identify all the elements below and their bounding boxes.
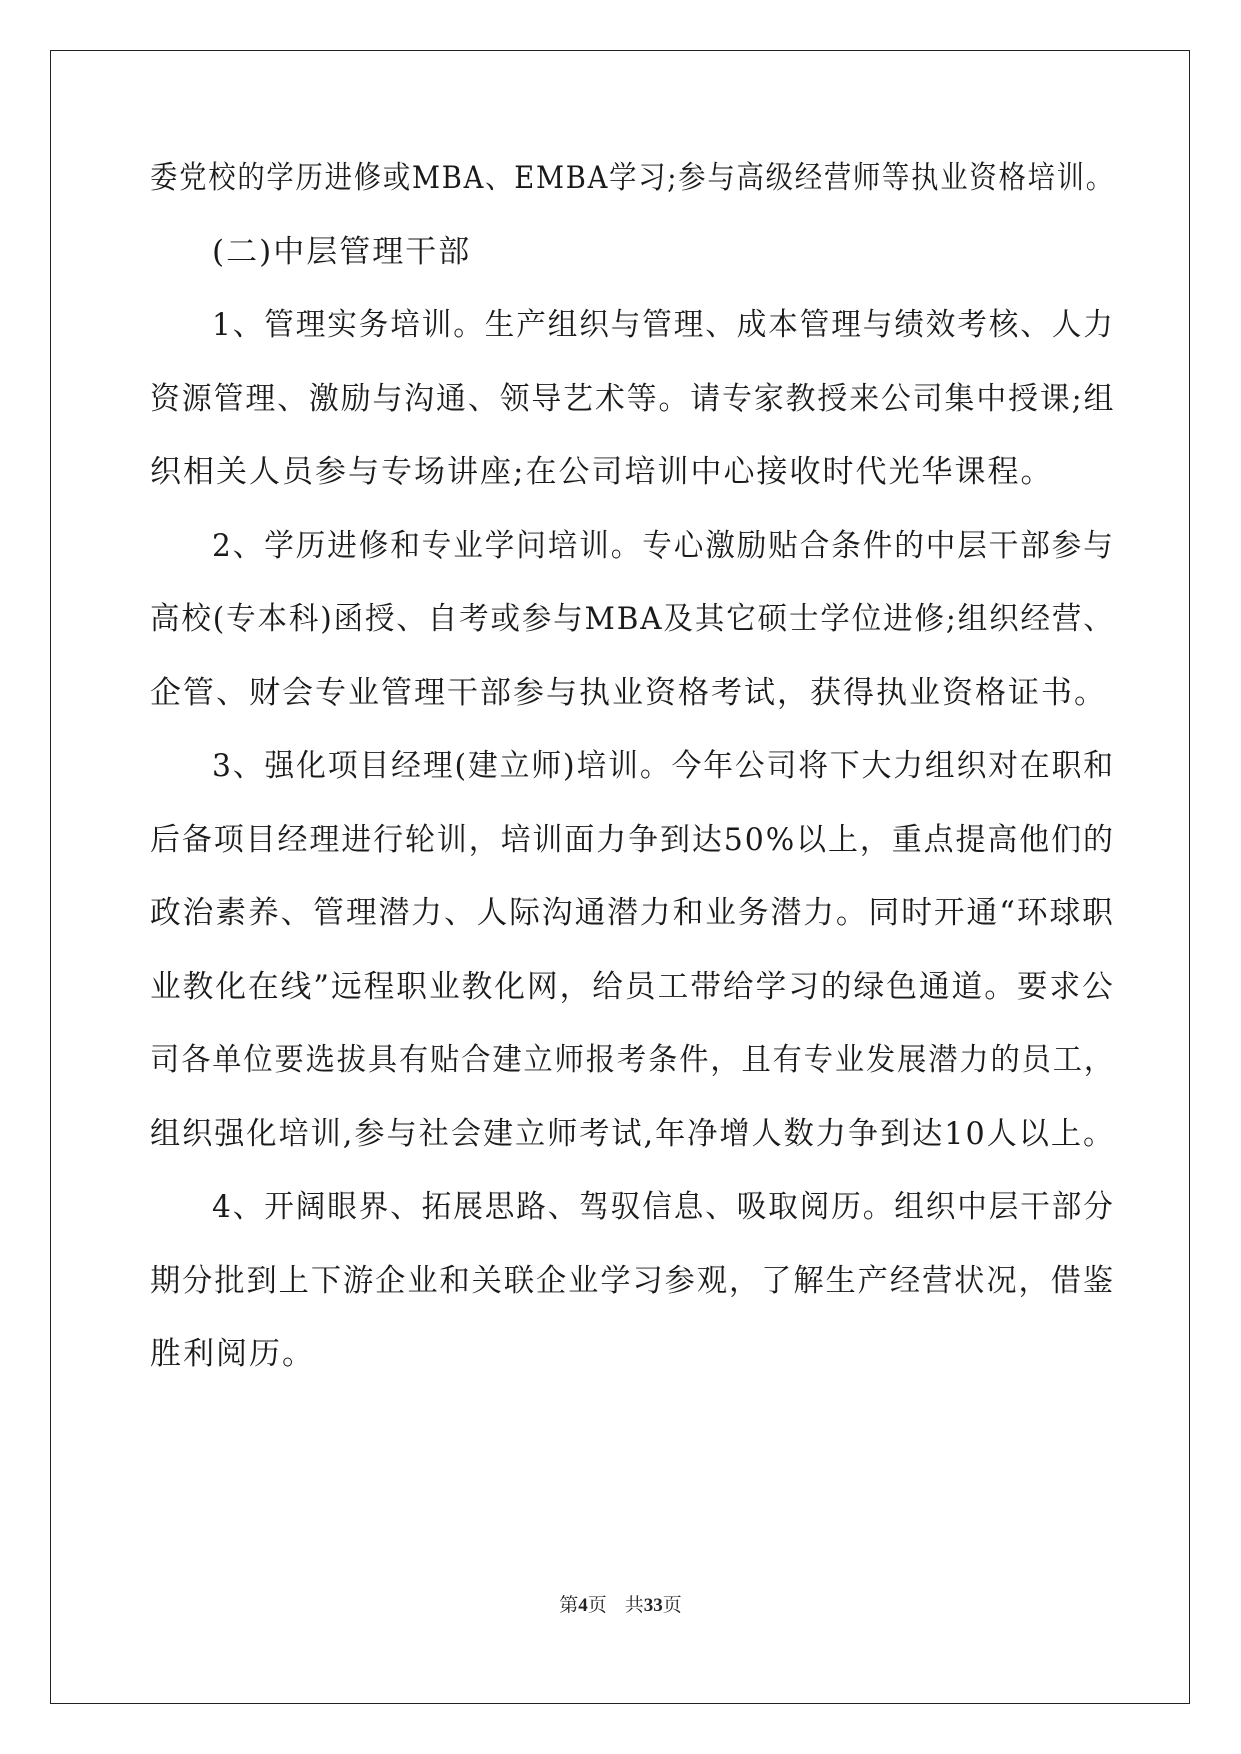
text-line: 胜利阅历。 bbox=[150, 1336, 315, 1372]
page-border bbox=[50, 50, 1190, 1704]
text-line: 织相关人员参与专场讲座;在公司培训中心接收时代光华课程。 bbox=[150, 454, 1054, 490]
text-line: 业教化在线”远程职业教化网，给员工带给学习的绿色通道。要求公 bbox=[150, 969, 1115, 1005]
text-line: 组织强化培训,参与社会建立师考试,年净增人数力争到达10人以上。 bbox=[150, 1116, 1116, 1152]
text-line: 政治素养、管理潜力、人际沟通潜力和业务潜力。同时开通“环球职 bbox=[150, 895, 1115, 931]
text-line: 司各单位要选拔具有贴合建立师报考条件，且有专业发展潜力的员工， bbox=[150, 1042, 1115, 1078]
footer-total-prefix: 共 bbox=[624, 1595, 644, 1616]
text-line: 资源管理、激励与沟通、领导艺术等。请专家教授来公司集中授课;组 bbox=[150, 381, 1116, 417]
footer-prefix: 第 bbox=[559, 1595, 579, 1616]
text-line: 委党校的学历进修或MBA、EMBA学习;参与高级经营师等执业资格培训。 bbox=[150, 160, 1115, 196]
current-page-number: 4 bbox=[578, 1595, 588, 1616]
text-line: 高校(专本科)函授、自考或参与MBA及其它硕士学位进修;组织经营、 bbox=[150, 601, 1115, 637]
text-line: 2、学历进修和专业学问培训。专心激励贴合条件的中层干部参与 bbox=[212, 528, 1115, 564]
text-line: 1、管理实务培训。生产组织与管理、成本管理与绩效考核、人力 bbox=[212, 307, 1115, 343]
footer-page-unit: 页 bbox=[587, 1595, 607, 1616]
text-line: 后备项目经理进行轮训，培训面力争到达50%以上，重点提高他们的 bbox=[150, 822, 1115, 858]
text-line: 企管、财会专业管理干部参与执业资格考试，获得执业资格证书。 bbox=[150, 675, 1107, 711]
section-heading: (二)中层管理干部 bbox=[212, 234, 472, 270]
text-line: 期分批到上下游企业和关联企业学习参观，了解生产经营状况，借鉴 bbox=[150, 1263, 1115, 1299]
text-line: 3、强化项目经理(建立师)培训。今年公司将下大力组织对在职和 bbox=[212, 748, 1115, 784]
footer-total-unit: 页 bbox=[662, 1595, 682, 1616]
text-line: 4、开阔眼界、拓展思路、驾驭信息、吸取阅历。组织中层干部分 bbox=[212, 1189, 1115, 1225]
total-pages-number: 33 bbox=[643, 1595, 663, 1616]
page-footer bbox=[0, 1590, 1241, 1617]
